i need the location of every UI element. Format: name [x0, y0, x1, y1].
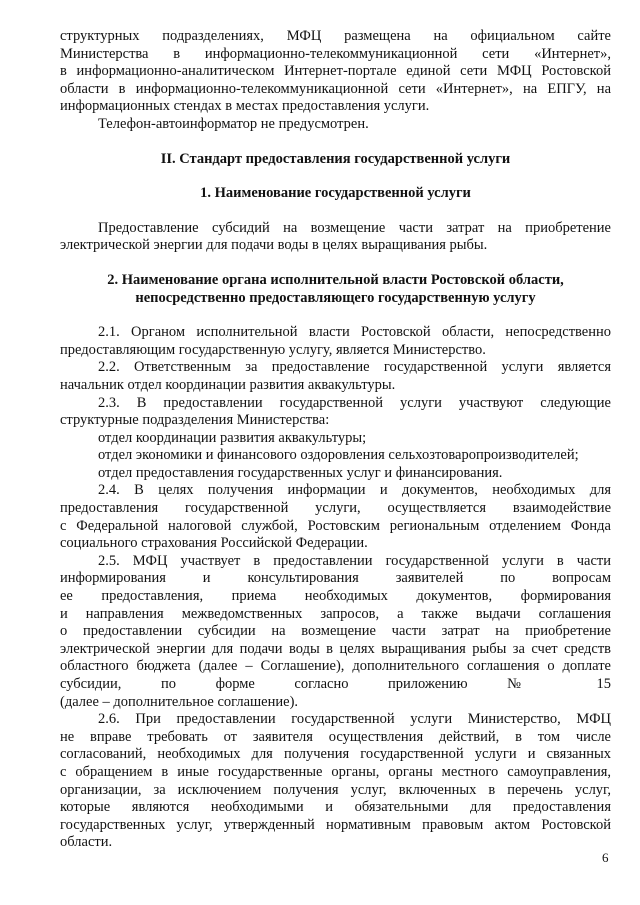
- text-line: ее предоставления, приема необходимых документов, формирования: [60, 588, 611, 605]
- paragraph-2-3: [60, 395, 611, 483]
- paragraph-2-6: [60, 711, 611, 852]
- phone-note: Телефон-автоинформатор не предусмотрен.: [98, 115, 369, 132]
- text-line: предоставления государственной услуги, осуществляется взаимодействие: [60, 500, 611, 517]
- text-line: предоставляющим государственную услугу, является Министерство.: [60, 341, 486, 358]
- subsection-1-title: 1. Наименование государственной услуги: [200, 185, 471, 202]
- text-line: области в информационно-телекоммуникационной сети «Интернет», на ЕПГУ, на: [60, 80, 611, 97]
- text-line: структурные подразделения Министерства:: [60, 412, 330, 429]
- list-item: отдел предоставления государственных услуг и финансирования.: [98, 464, 503, 481]
- list-item: отдел координации развития аквакультуры;: [98, 429, 367, 446]
- text-line: социального страхования Российской Федерации.: [60, 535, 368, 552]
- text-line: Министерства в информационно-телекоммуникационной сети «Интернет»,: [60, 45, 611, 62]
- text-line: в информационно-аналитическом Интернет-портале единой сети МФЦ Ростовской: [60, 63, 611, 80]
- subsection-2-title: [60, 272, 611, 307]
- text-line: 2.1. Органом исполнительной власти Ростовской области, непосредственно: [98, 324, 611, 341]
- document-page: [60, 28, 611, 852]
- paragraph-2-2: [60, 359, 611, 394]
- paragraph-2-5: [60, 553, 611, 711]
- text-line: с Федеральной налоговой службой, Ростовским региональным отделением Фонда: [60, 517, 611, 534]
- text-line: и направления межведомственных запросов, а также выдачи соглашения: [60, 605, 611, 622]
- text-line: государственных услуг, утвержденный нормативным правовым актом Ростовской: [60, 816, 611, 833]
- intro-paragraph: [60, 28, 611, 116]
- text-line: начальник отдел координации развития аквакультуры.: [60, 376, 396, 393]
- text-line: областного бюджета (далее – Соглашение), дополнительного соглашения о доплате: [60, 658, 611, 675]
- text-line: с обращением в иные государственные органы, органы местного самоуправления,: [60, 763, 611, 780]
- text-line: Предоставление субсидий на возмещение части затрат на приобретение: [98, 219, 611, 236]
- paragraph-2-4: [60, 482, 611, 552]
- text-line: 2.4. В целях получения информации и документов, необходимых для: [98, 482, 611, 499]
- text-line: электрической энергии для подачи воды в целях выращивания рыбы за счет средств: [60, 640, 611, 657]
- title-line: непосредственно предоставляющего государственную услугу: [135, 289, 536, 306]
- text-line: организации, за исключением получения услуг, включенных в перечень услуг,: [60, 781, 611, 798]
- text-line: информирования и консультирования заявителей по вопросам: [60, 570, 611, 587]
- text-line: (далее – дополнительное соглашение).: [60, 693, 299, 710]
- text-line: согласований, необходимых для получения государственной услуги и связанных: [60, 746, 611, 763]
- text-line: 2.5. МФЦ участвует в предоставлении государственной услуги в части: [98, 552, 611, 569]
- text-line: которые являются необходимыми и обязательными для предоставления: [60, 799, 611, 816]
- service-name-paragraph: [60, 220, 611, 255]
- text-line: области.: [60, 834, 113, 851]
- text-line: не вправе требовать от заявителя осуществления действий, в том числе: [60, 728, 611, 745]
- title-line: 2. Наименование органа исполнительной власти Ростовской области,: [107, 271, 564, 288]
- text-line: информационных стендах в местах предоставления услуги.: [60, 98, 430, 115]
- section-title: II. Стандарт предоставления государственной услуги: [160, 150, 511, 167]
- text-line: 2.3. В предоставлении государственной услуги участвуют следующие: [98, 394, 611, 411]
- text-line: 2.6. При предоставлении государственной услуги Министерство, МФЦ: [98, 711, 611, 728]
- paragraph-2-1: [60, 324, 611, 359]
- text-line: о предоставлении субсидии на возмещение части затрат на приобретение: [60, 623, 611, 640]
- text-line: 2.2. Ответственным за предоставление государственной услуги является: [98, 359, 611, 376]
- list-item: отдел экономики и финансового оздоровления сельхозтоваропроизводителей;: [98, 447, 579, 464]
- text-line: электрической энергии для подачи воды в целях выращивания рыбы.: [60, 237, 488, 254]
- page-number: 6: [602, 850, 609, 865]
- text-line: субсидии, по форме согласно приложению № 15: [60, 676, 611, 692]
- text-line: структурных подразделениях, МФЦ размещена на официальном сайте: [60, 28, 611, 44]
